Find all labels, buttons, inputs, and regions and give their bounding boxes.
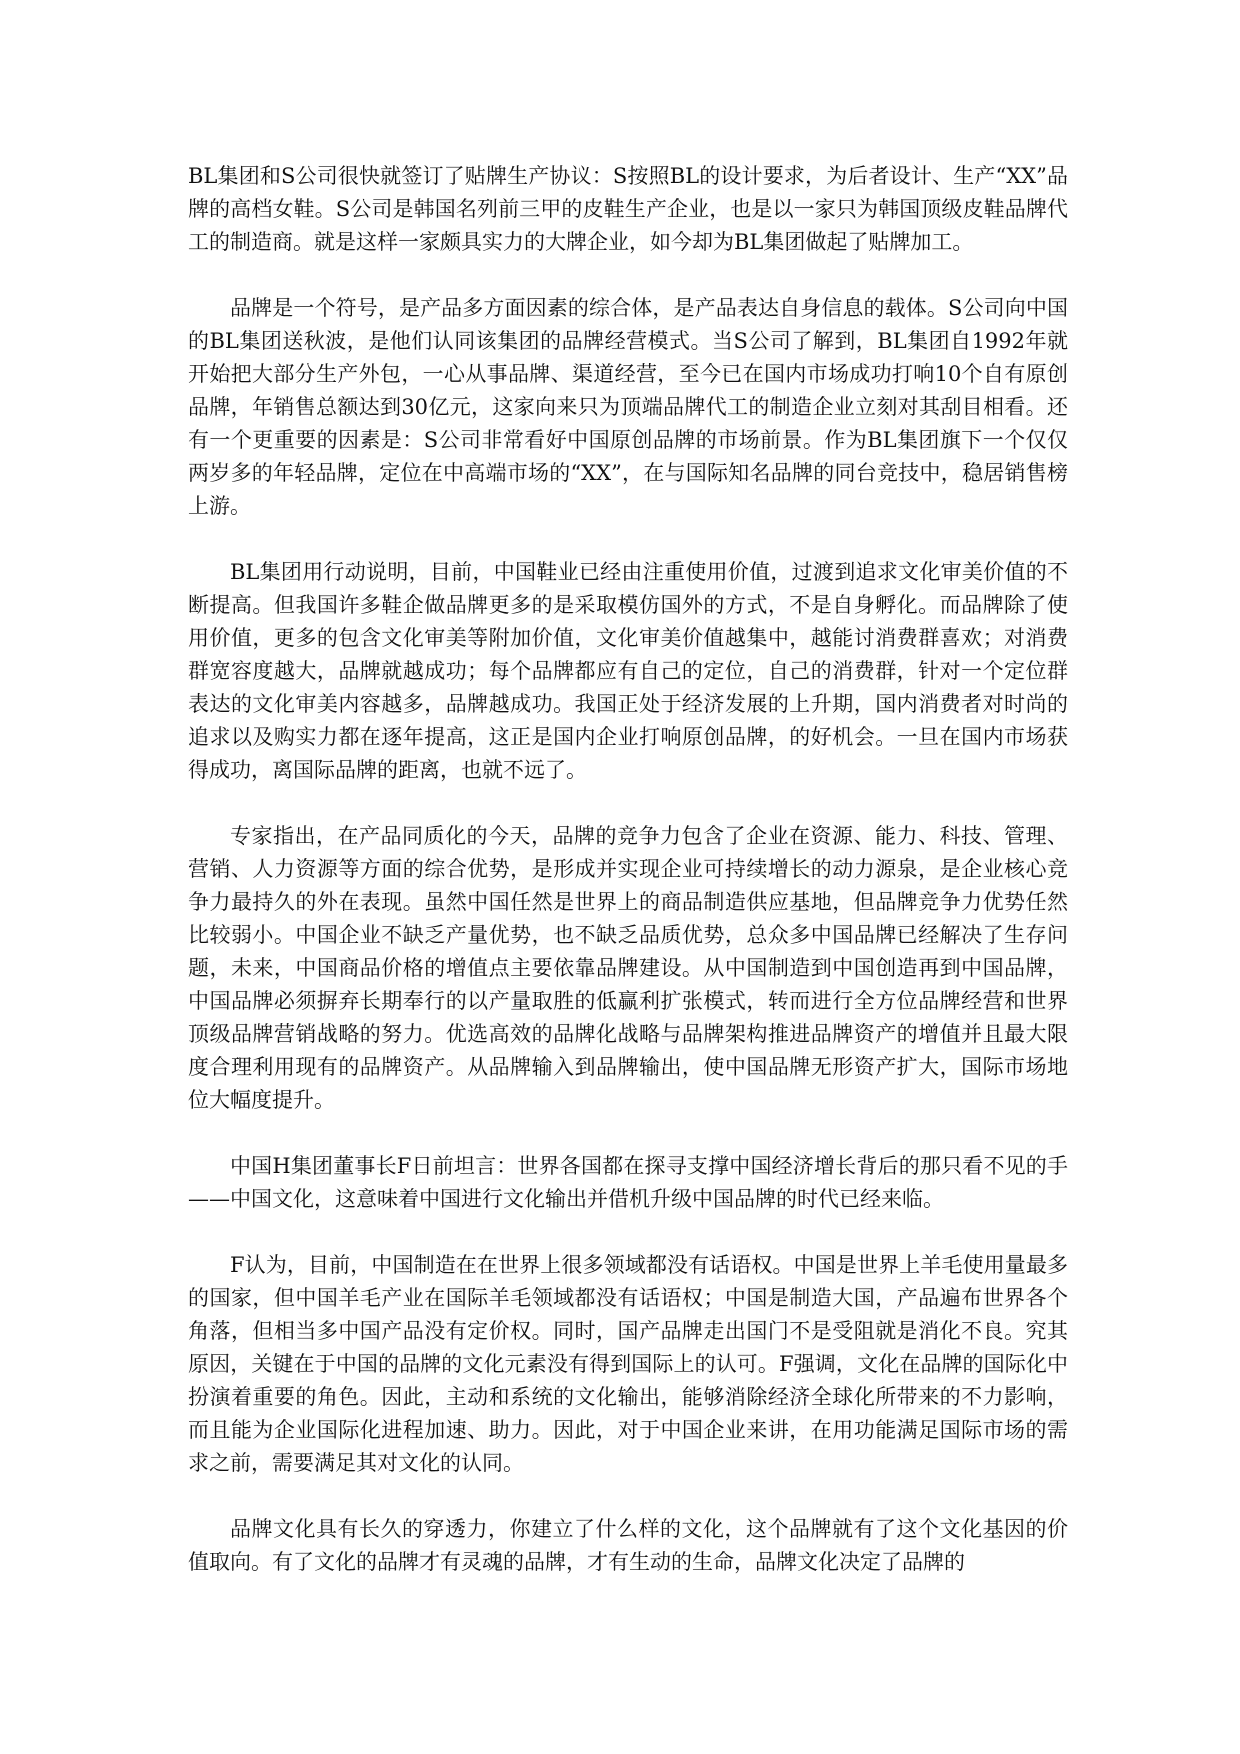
paragraph-3: BL集团用行动说明，目前，中国鞋业已经由注重使用价值，过渡到追求文化审美价值的不断提高。但我国许多鞋企做品牌更多的是采取模仿国外的方式，不是自身孵化。而品牌除了使用价值，更多的包含文化审美等附加价值，文化审美价值越集中，越能讨消费群喜欢；对消费群宽容度越大，品牌就越成功；每个品牌都应有自己的定位，自己的消费群，针对一个定位群表达的文化审美内容越多，品牌越成功。我国正处于经济发展的上升期，国内消费者对时尚的追求以及购实力都在逐年提高，这正是国内企业打响原创品牌，的好机会。一旦在国内市场获得成功，离国际品牌的距离，也就不远了。: [188, 560, 1068, 782]
paragraph-7: 品牌文化具有长久的穿透力，你建立了什么样的文化，这个品牌就有了这个文化基因的价值取向。有了文化的品牌才有灵魂的品牌，才有生动的生命，品牌文化决定了品牌的: [188, 1517, 1068, 1574]
paragraph-1: BL集团和S公司很快就签订了贴牌生产协议：S按照BL的设计要求，为后者设计、生产“XX”品牌的高档女鞋。S公司是韩国名列前三甲的皮鞋生产企业，也是以一家只为韩国顶级皮鞋品牌代工的制造商。就是这样一家颇具实力的大牌企业，如今却为BL集团做起了贴牌加工。: [188, 164, 1068, 254]
paragraph-2: 品牌是一个符号，是产品多方面因素的综合体，是产品表达自身信息的载体。S公司向中国的BL集团送秋波，是他们认同该集团的品牌经营模式。当S公司了解到，BL集团自1992年就开始把大部分生产外包，一心从事品牌、渠道经营，至今已在国内市场成功打响10个自有原创品牌，年销售总额达到30亿元，这家向来只为顶端品牌代工的制造企业立刻对其刮目相看。还有一个更重要的因素是：S公司非常看好中国原创品牌的市场前景。作为BL集团旗下一个仅仅两岁多的年轻品牌，定位在中高端市场的“XX”，在与国际知名品牌的同台竞技中，稳居销售榜上游。: [188, 296, 1068, 518]
paragraph-5: 中国H集团董事长F日前坦言：世界各国都在探寻支撑中国经济增长背后的那只看不见的手——中国文化，这意味着中国进行文化输出并借机升级中国品牌的时代已经来临。: [188, 1154, 1068, 1211]
paragraph-6: F认为，目前，中国制造在在世界上很多领域都没有话语权。中国是世界上羊毛使用量最多的国家，但中国羊毛产业在国际羊毛领域都没有话语权；中国是制造大国，产品遍布世界各个角落，但相当多中国产品没有定价权。同时，国产品牌走出国门不是受阻就是消化不良。究其原因，关键在于中国的品牌的文化元素没有得到国际上的认可。F强调，文化在品牌的国际化中扮演着重要的角色。因此，主动和系统的文化输出，能够消除经济全球化所带来的不力影响，而且能为企业国际化进程加速、助力。因此，对于中国企业来讲，在用功能满足国际市场的需求之前，需要满足其对文化的认同。: [188, 1253, 1068, 1475]
document-body: [188, 160, 1068, 1612]
paragraph-4: 专家指出，在产品同质化的今天，品牌的竞争力包含了企业在资源、能力、科技、管理、营销、人力资源等方面的综合优势，是形成并实现企业可持续增长的动力源泉，是企业核心竞争力最持久的外在表现。虽然中国任然是世界上的商品制造供应基地，但品牌竞争力优势任然比较弱小。中国企业不缺乏产量优势，也不缺乏品质优势，总众多中国品牌已经解决了生存问题，未来，中国商品价格的增值点主要依靠品牌建设。从中国制造到中国创造再到中国品牌，中国品牌必须摒弃长期奉行的以产量取胜的低赢利扩张模式，转而进行全方位品牌经营和世界顶级品牌营销战略的努力。优选高效的品牌化战略与品牌架构推进品牌资产的增值并且最大限度合理利用现有的品牌资产。从品牌输入到品牌输出，使中国品牌无形资产扩大，国际市场地位大幅度提升。: [188, 824, 1068, 1112]
